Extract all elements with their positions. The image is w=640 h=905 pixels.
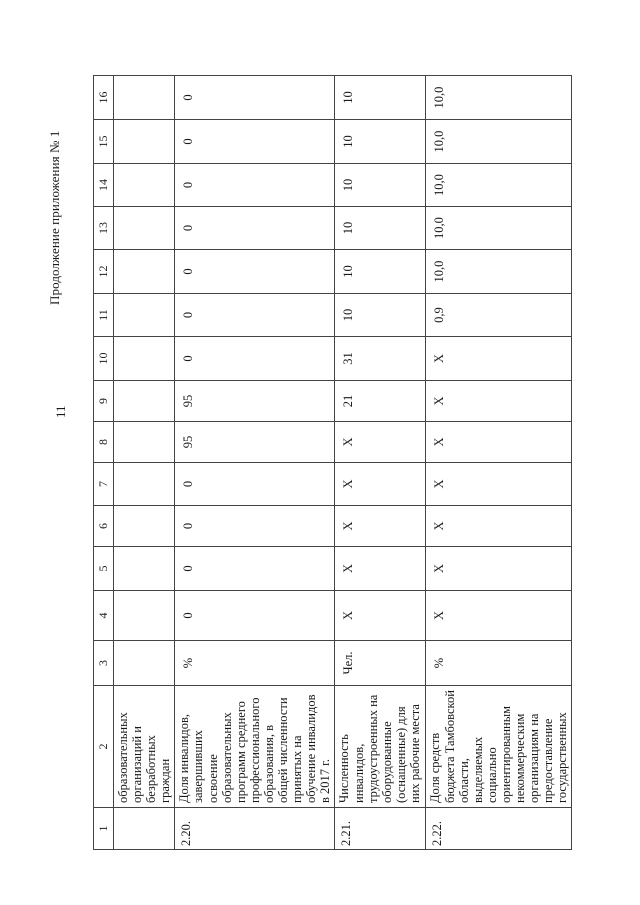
cell-value bbox=[114, 547, 120, 590]
value-cell bbox=[335, 506, 426, 547]
indicator-name: образовательных организаций и безработных граждан bbox=[116, 712, 173, 803]
cell-value: 10,0 bbox=[432, 130, 447, 153]
value-cell bbox=[335, 76, 426, 120]
col-header: 8 bbox=[94, 422, 114, 463]
data-table bbox=[93, 75, 572, 850]
col-header: 3 bbox=[94, 641, 114, 686]
cell-value bbox=[114, 164, 120, 206]
row-number-cell bbox=[335, 808, 426, 850]
header-row bbox=[94, 76, 114, 850]
row-number-cell bbox=[175, 808, 335, 850]
value-cell bbox=[426, 463, 572, 506]
cell-value: 10,0 bbox=[432, 217, 447, 239]
indicator-name-cell bbox=[426, 686, 572, 808]
value-cell bbox=[426, 120, 572, 164]
value-cell bbox=[426, 76, 572, 120]
col-header: 11 bbox=[94, 294, 114, 337]
value-cell bbox=[335, 422, 426, 463]
unit-value: Чел. bbox=[341, 651, 356, 675]
value-cell bbox=[114, 381, 175, 422]
value-cell bbox=[114, 422, 175, 463]
value-cell bbox=[426, 422, 572, 463]
col-header: 16 bbox=[94, 76, 114, 120]
value-cell bbox=[175, 164, 335, 207]
unit-value: % bbox=[181, 657, 196, 669]
value-cell bbox=[114, 207, 175, 250]
cell-value: Х bbox=[341, 610, 356, 621]
cell-value: 0 bbox=[181, 181, 196, 189]
col-header: 1 bbox=[94, 808, 114, 850]
value-cell bbox=[114, 120, 175, 164]
cell-value: 0 bbox=[181, 480, 196, 488]
indicator-name: Доля инвалидов, завершивших освоение образовательных программ среднего профессионального образования, в общей численности принятых на обучение инвалидов в 2017 г. bbox=[177, 694, 333, 803]
col-header: 4 bbox=[94, 591, 114, 641]
cell-value: 95 bbox=[181, 394, 196, 408]
value-cell bbox=[114, 591, 175, 641]
cell-value: Х bbox=[432, 521, 447, 531]
cell-value bbox=[114, 294, 120, 336]
value-cell bbox=[426, 250, 572, 294]
indicator-name-cell bbox=[114, 686, 175, 808]
cell-value: 0 bbox=[181, 138, 196, 145]
cell-value: Х bbox=[432, 437, 447, 447]
row-number: 2.20. bbox=[179, 821, 194, 846]
cell-value: 0 bbox=[181, 224, 196, 232]
value-cell bbox=[175, 463, 335, 506]
col-header: 7 bbox=[94, 463, 114, 506]
value-cell bbox=[175, 506, 335, 547]
unit-value: % bbox=[432, 657, 447, 669]
row-number: 2.22. bbox=[430, 821, 445, 846]
value-cell bbox=[114, 506, 175, 547]
cell-value: 0,9 bbox=[432, 307, 447, 323]
cell-value bbox=[114, 250, 120, 293]
cell-value: 10,0 bbox=[432, 174, 447, 196]
unit-cell bbox=[426, 641, 572, 686]
col-header: 6 bbox=[94, 506, 114, 547]
value-cell bbox=[175, 422, 335, 463]
value-cell bbox=[335, 337, 426, 381]
value-cell bbox=[335, 164, 426, 207]
indicator-name: Численность инвалидов, трудоустроенных на оборудованные (оснащенные) для них рабочие места bbox=[337, 694, 422, 803]
cell-value: Х bbox=[432, 563, 447, 574]
table-row bbox=[175, 76, 335, 850]
value-cell bbox=[426, 547, 572, 591]
value-cell bbox=[426, 381, 572, 422]
cell-value: 10 bbox=[341, 265, 356, 278]
table-row bbox=[335, 76, 426, 850]
col-header: 13 bbox=[94, 207, 114, 250]
value-cell bbox=[175, 207, 335, 250]
unit-value bbox=[114, 641, 120, 685]
value-cell bbox=[426, 506, 572, 547]
value-cell bbox=[426, 591, 572, 641]
value-cell bbox=[426, 164, 572, 207]
value-cell bbox=[114, 164, 175, 207]
cell-value: Х bbox=[341, 479, 356, 489]
cell-value bbox=[114, 463, 120, 505]
value-cell bbox=[175, 250, 335, 294]
value-cell bbox=[114, 250, 175, 294]
value-cell bbox=[175, 591, 335, 641]
cell-value: 10 bbox=[341, 91, 356, 104]
value-cell bbox=[175, 120, 335, 164]
value-cell bbox=[335, 547, 426, 591]
col-header: 14 bbox=[94, 164, 114, 207]
cell-value: Х bbox=[341, 521, 356, 531]
value-cell bbox=[335, 207, 426, 250]
value-cell bbox=[114, 76, 175, 120]
col-header: 10 bbox=[94, 337, 114, 381]
value-cell bbox=[114, 294, 175, 337]
cell-value bbox=[114, 76, 120, 119]
cell-value: 21 bbox=[341, 394, 356, 408]
cell-value: 10 bbox=[341, 308, 356, 322]
value-cell bbox=[335, 381, 426, 422]
value-cell bbox=[335, 120, 426, 164]
value-cell bbox=[114, 547, 175, 591]
value-cell bbox=[426, 207, 572, 250]
value-cell bbox=[426, 337, 572, 381]
cell-value: Х bbox=[341, 437, 356, 447]
cell-value: 0 bbox=[181, 612, 196, 619]
value-cell bbox=[335, 294, 426, 337]
cell-value: Х bbox=[341, 563, 356, 574]
table-row bbox=[114, 76, 175, 850]
cell-value: 10,0 bbox=[432, 86, 447, 109]
cell-value: 10 bbox=[341, 221, 356, 235]
cell-value: 95 bbox=[181, 435, 196, 449]
unit-cell bbox=[335, 641, 426, 686]
row-number-cell bbox=[114, 808, 175, 850]
col-header: 5 bbox=[94, 547, 114, 591]
cell-value bbox=[114, 506, 120, 546]
cell-value: Х bbox=[432, 479, 447, 489]
cell-value: 0 bbox=[181, 94, 196, 101]
cell-value: 0 bbox=[181, 311, 196, 319]
cell-value: 0 bbox=[181, 522, 196, 530]
value-cell bbox=[175, 294, 335, 337]
col-header: 2 bbox=[94, 686, 114, 808]
cell-value bbox=[114, 591, 120, 640]
row-number-cell bbox=[426, 808, 572, 850]
indicator-name-cell bbox=[175, 686, 335, 808]
cell-value: 0 bbox=[181, 565, 196, 572]
value-cell bbox=[335, 250, 426, 294]
cell-value: Х bbox=[432, 396, 447, 406]
cell-value: 31 bbox=[341, 352, 356, 365]
col-header: 15 bbox=[94, 120, 114, 164]
unit-cell bbox=[114, 641, 175, 686]
col-header: 9 bbox=[94, 381, 114, 422]
page-number: 11 bbox=[53, 405, 68, 418]
value-cell bbox=[175, 76, 335, 120]
col-header: 12 bbox=[94, 250, 114, 294]
cell-value bbox=[114, 120, 120, 163]
value-cell bbox=[175, 381, 335, 422]
cell-value: Х bbox=[432, 353, 447, 364]
value-cell bbox=[335, 591, 426, 641]
value-cell bbox=[426, 294, 572, 337]
value-cell bbox=[335, 463, 426, 506]
unit-cell bbox=[175, 641, 335, 686]
cell-value: 10 bbox=[341, 178, 356, 192]
cell-value: 10,0 bbox=[432, 260, 447, 283]
cell-value: 10 bbox=[341, 135, 356, 148]
indicator-name: Доля средств бюджета Тамбовской области, выделяемых социально ориентированным некоммерческим организациям на предоставление государственных bbox=[428, 690, 570, 803]
cell-value: Х bbox=[432, 610, 447, 621]
table-row bbox=[426, 76, 572, 850]
value-cell bbox=[114, 337, 175, 381]
cell-value: 0 bbox=[181, 355, 196, 362]
indicator-name-cell bbox=[335, 686, 426, 808]
row-number bbox=[114, 808, 118, 849]
cell-value bbox=[114, 381, 120, 421]
row-number: 2.21. bbox=[339, 821, 354, 846]
value-cell bbox=[114, 463, 175, 506]
cell-value bbox=[114, 207, 120, 249]
value-cell bbox=[175, 547, 335, 591]
cell-value bbox=[114, 337, 120, 380]
cell-value bbox=[114, 422, 120, 462]
continuation-caption: Продолжение приложения № 1 bbox=[47, 130, 62, 305]
cell-value: 0 bbox=[181, 268, 196, 275]
value-cell bbox=[175, 337, 335, 381]
